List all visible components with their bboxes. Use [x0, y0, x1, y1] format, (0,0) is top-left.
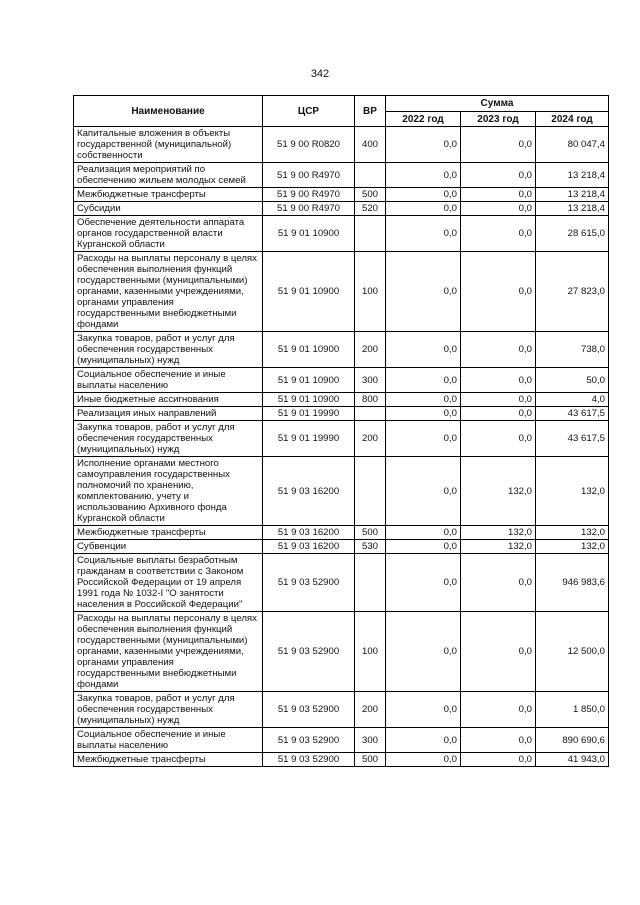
- column-header-vr: ВР: [355, 96, 386, 127]
- row-2023-cell: 0,0: [461, 252, 536, 332]
- row-name-cell: Межбюджетные трансферты: [74, 188, 263, 202]
- row-csr-cell: 51 9 03 52900: [263, 612, 355, 692]
- table-row: [74, 368, 609, 393]
- row-2023-cell: 0,0: [461, 407, 536, 421]
- column-header-sum: Сумма: [386, 96, 609, 112]
- row-name-cell: Закупка товаров, работ и услуг для обеспечения государственных (муниципальных) нужд: [74, 692, 263, 728]
- row-2023-cell: 0,0: [461, 692, 536, 728]
- row-2023-cell: 0,0: [461, 728, 536, 753]
- row-2024-cell: 27 823,0: [536, 252, 609, 332]
- table-row: [74, 202, 609, 216]
- row-csr-cell: 51 9 01 10900: [263, 252, 355, 332]
- row-name-cell: Иные бюджетные ассигнования: [74, 393, 263, 407]
- row-2023-cell: 132,0: [461, 540, 536, 554]
- row-2022-cell: 0,0: [386, 163, 461, 188]
- row-vr-cell: [355, 216, 386, 252]
- row-2023-cell: 0,0: [461, 163, 536, 188]
- row-name-cell: Закупка товаров, работ и услуг для обеспечения государственных (муниципальных) нужд: [74, 421, 263, 457]
- row-csr-cell: 51 9 01 19990: [263, 421, 355, 457]
- row-2022-cell: 0,0: [386, 368, 461, 393]
- table-row: [74, 540, 609, 554]
- row-2023-cell: 132,0: [461, 457, 536, 526]
- row-name-cell: Расходы на выплаты персоналу в целях обеспечения выполнения функций государственными (муниципальными) органами, казенными учреждениями, органами управления государственными внебюджетными фондами: [74, 612, 263, 692]
- row-2024-cell: 43 617,5: [536, 407, 609, 421]
- row-2024-cell: 50,0: [536, 368, 609, 393]
- row-2022-cell: 0,0: [386, 612, 461, 692]
- row-vr-cell: [355, 554, 386, 612]
- table-row: [74, 526, 609, 540]
- row-csr-cell: 51 9 00 R0820: [263, 127, 355, 163]
- row-csr-cell: 51 9 03 16200: [263, 540, 355, 554]
- row-name-cell: Социальное обеспечение и иные выплаты населению: [74, 728, 263, 753]
- row-name-cell: Закупка товаров, работ и услуг для обеспечения государственных (муниципальных) нужд: [74, 332, 263, 368]
- row-2023-cell: 0,0: [461, 612, 536, 692]
- table-row: [74, 407, 609, 421]
- row-vr-cell: 200: [355, 692, 386, 728]
- budget-table: [73, 95, 609, 767]
- row-vr-cell: 500: [355, 753, 386, 767]
- row-2022-cell: 0,0: [386, 216, 461, 252]
- table-row: [74, 332, 609, 368]
- row-name-cell: Субвенции: [74, 540, 263, 554]
- row-vr-cell: 520: [355, 202, 386, 216]
- row-2022-cell: 0,0: [386, 540, 461, 554]
- table-row: [74, 163, 609, 188]
- row-2024-cell: 890 690,6: [536, 728, 609, 753]
- row-2023-cell: 0,0: [461, 421, 536, 457]
- row-2023-cell: 0,0: [461, 127, 536, 163]
- row-name-cell: Субсидии: [74, 202, 263, 216]
- row-2024-cell: 1 850,0: [536, 692, 609, 728]
- table-row: [74, 393, 609, 407]
- row-2023-cell: 0,0: [461, 216, 536, 252]
- row-name-cell: Социальное обеспечение и иные выплаты населению: [74, 368, 263, 393]
- table-row: [74, 728, 609, 753]
- row-2022-cell: 0,0: [386, 421, 461, 457]
- row-2022-cell: 0,0: [386, 188, 461, 202]
- row-name-cell: Межбюджетные трансферты: [74, 753, 263, 767]
- row-vr-cell: 100: [355, 612, 386, 692]
- row-csr-cell: 51 9 01 19990: [263, 407, 355, 421]
- row-vr-cell: 300: [355, 728, 386, 753]
- row-csr-cell: 51 9 03 16200: [263, 457, 355, 526]
- row-csr-cell: 51 9 00 R4970: [263, 202, 355, 216]
- row-2023-cell: 0,0: [461, 393, 536, 407]
- row-vr-cell: 500: [355, 526, 386, 540]
- row-2024-cell: 13 218,4: [536, 188, 609, 202]
- row-2024-cell: 28 615,0: [536, 216, 609, 252]
- row-2024-cell: 80 047,4: [536, 127, 609, 163]
- page-number: 342: [310, 68, 330, 80]
- row-2024-cell: 946 983,6: [536, 554, 609, 612]
- column-header-csr: ЦСР: [263, 96, 355, 127]
- row-2023-cell: 0,0: [461, 332, 536, 368]
- row-2022-cell: 0,0: [386, 127, 461, 163]
- row-vr-cell: 200: [355, 421, 386, 457]
- row-2024-cell: 4,0: [536, 393, 609, 407]
- row-2022-cell: 0,0: [386, 526, 461, 540]
- row-2023-cell: 0,0: [461, 554, 536, 612]
- row-vr-cell: 500: [355, 188, 386, 202]
- row-name-cell: Обеспечение деятельности аппарата органов государственной власти Курганской области: [74, 216, 263, 252]
- row-2024-cell: 41 943,0: [536, 753, 609, 767]
- row-vr-cell: 530: [355, 540, 386, 554]
- row-2022-cell: 0,0: [386, 252, 461, 332]
- row-name-cell: Реализация иных направлений: [74, 407, 263, 421]
- row-csr-cell: 51 9 03 16200: [263, 526, 355, 540]
- row-csr-cell: 51 9 01 10900: [263, 216, 355, 252]
- row-csr-cell: 51 9 00 R4970: [263, 188, 355, 202]
- row-2023-cell: 0,0: [461, 368, 536, 393]
- row-2024-cell: 43 617,5: [536, 421, 609, 457]
- row-2024-cell: 13 218,4: [536, 163, 609, 188]
- table-row: [74, 216, 609, 252]
- row-2023-cell: 0,0: [461, 188, 536, 202]
- row-2022-cell: 0,0: [386, 407, 461, 421]
- row-vr-cell: [355, 163, 386, 188]
- row-2022-cell: 0,0: [386, 457, 461, 526]
- row-2023-cell: 132,0: [461, 526, 536, 540]
- row-vr-cell: [355, 457, 386, 526]
- row-name-cell: Межбюджетные трансферты: [74, 526, 263, 540]
- row-vr-cell: 800: [355, 393, 386, 407]
- table-row: [74, 457, 609, 526]
- row-2022-cell: 0,0: [386, 554, 461, 612]
- row-2024-cell: 13 218,4: [536, 202, 609, 216]
- table-row: [74, 188, 609, 202]
- row-2022-cell: 0,0: [386, 753, 461, 767]
- row-2024-cell: 132,0: [536, 540, 609, 554]
- row-csr-cell: 51 9 03 52900: [263, 728, 355, 753]
- row-2022-cell: 0,0: [386, 692, 461, 728]
- table-row: [74, 753, 609, 767]
- row-csr-cell: 51 9 00 R4970: [263, 163, 355, 188]
- row-2024-cell: 738,0: [536, 332, 609, 368]
- row-name-cell: Исполнение органами местного самоуправления государственных полномочий по хранению, комплектованию, учету и использованию Архивного фонда Курганской области: [74, 457, 263, 526]
- row-csr-cell: 51 9 01 10900: [263, 332, 355, 368]
- row-2022-cell: 0,0: [386, 393, 461, 407]
- row-2023-cell: 0,0: [461, 202, 536, 216]
- row-2024-cell: 132,0: [536, 457, 609, 526]
- row-csr-cell: 51 9 03 52900: [263, 554, 355, 612]
- row-name-cell: Социальные выплаты безработным гражданам в соответствии с Законом Российской Федерации от 19 апреля 1991 года № 1032-I "О занятости населения в Российской Федерации": [74, 554, 263, 612]
- row-vr-cell: 400: [355, 127, 386, 163]
- row-2022-cell: 0,0: [386, 332, 461, 368]
- table-row: [74, 252, 609, 332]
- table-row: [74, 421, 609, 457]
- table-row: [74, 554, 609, 612]
- row-2024-cell: 132,0: [536, 526, 609, 540]
- row-2022-cell: 0,0: [386, 202, 461, 216]
- row-csr-cell: 51 9 03 52900: [263, 753, 355, 767]
- row-vr-cell: 300: [355, 368, 386, 393]
- row-csr-cell: 51 9 01 10900: [263, 393, 355, 407]
- row-2022-cell: 0,0: [386, 728, 461, 753]
- row-name-cell: Капитальные вложения в объекты государственной (муниципальной) собственности: [74, 127, 263, 163]
- row-csr-cell: 51 9 01 10900: [263, 368, 355, 393]
- row-2024-cell: 12 500,0: [536, 612, 609, 692]
- row-2023-cell: 0,0: [461, 753, 536, 767]
- row-name-cell: Расходы на выплаты персоналу в целях обеспечения выполнения функций государственными (муниципальными) органами, казенными учреждениями, органами управления государственными внебюджетными фондами: [74, 252, 263, 332]
- table-row: [74, 127, 609, 163]
- budget-rows: [74, 127, 609, 767]
- table-row: [74, 612, 609, 692]
- row-csr-cell: 51 9 03 52900: [263, 692, 355, 728]
- column-header-name: Наименование: [74, 96, 263, 127]
- table-row: [74, 692, 609, 728]
- column-header-2022: 2022 год: [386, 112, 461, 127]
- row-vr-cell: 200: [355, 332, 386, 368]
- row-vr-cell: 100: [355, 252, 386, 332]
- row-name-cell: Реализация мероприятий по обеспечению жильем молодых семей: [74, 163, 263, 188]
- column-header-2024: 2024 год: [536, 112, 609, 127]
- row-vr-cell: [355, 407, 386, 421]
- column-header-2023: 2023 год: [461, 112, 536, 127]
